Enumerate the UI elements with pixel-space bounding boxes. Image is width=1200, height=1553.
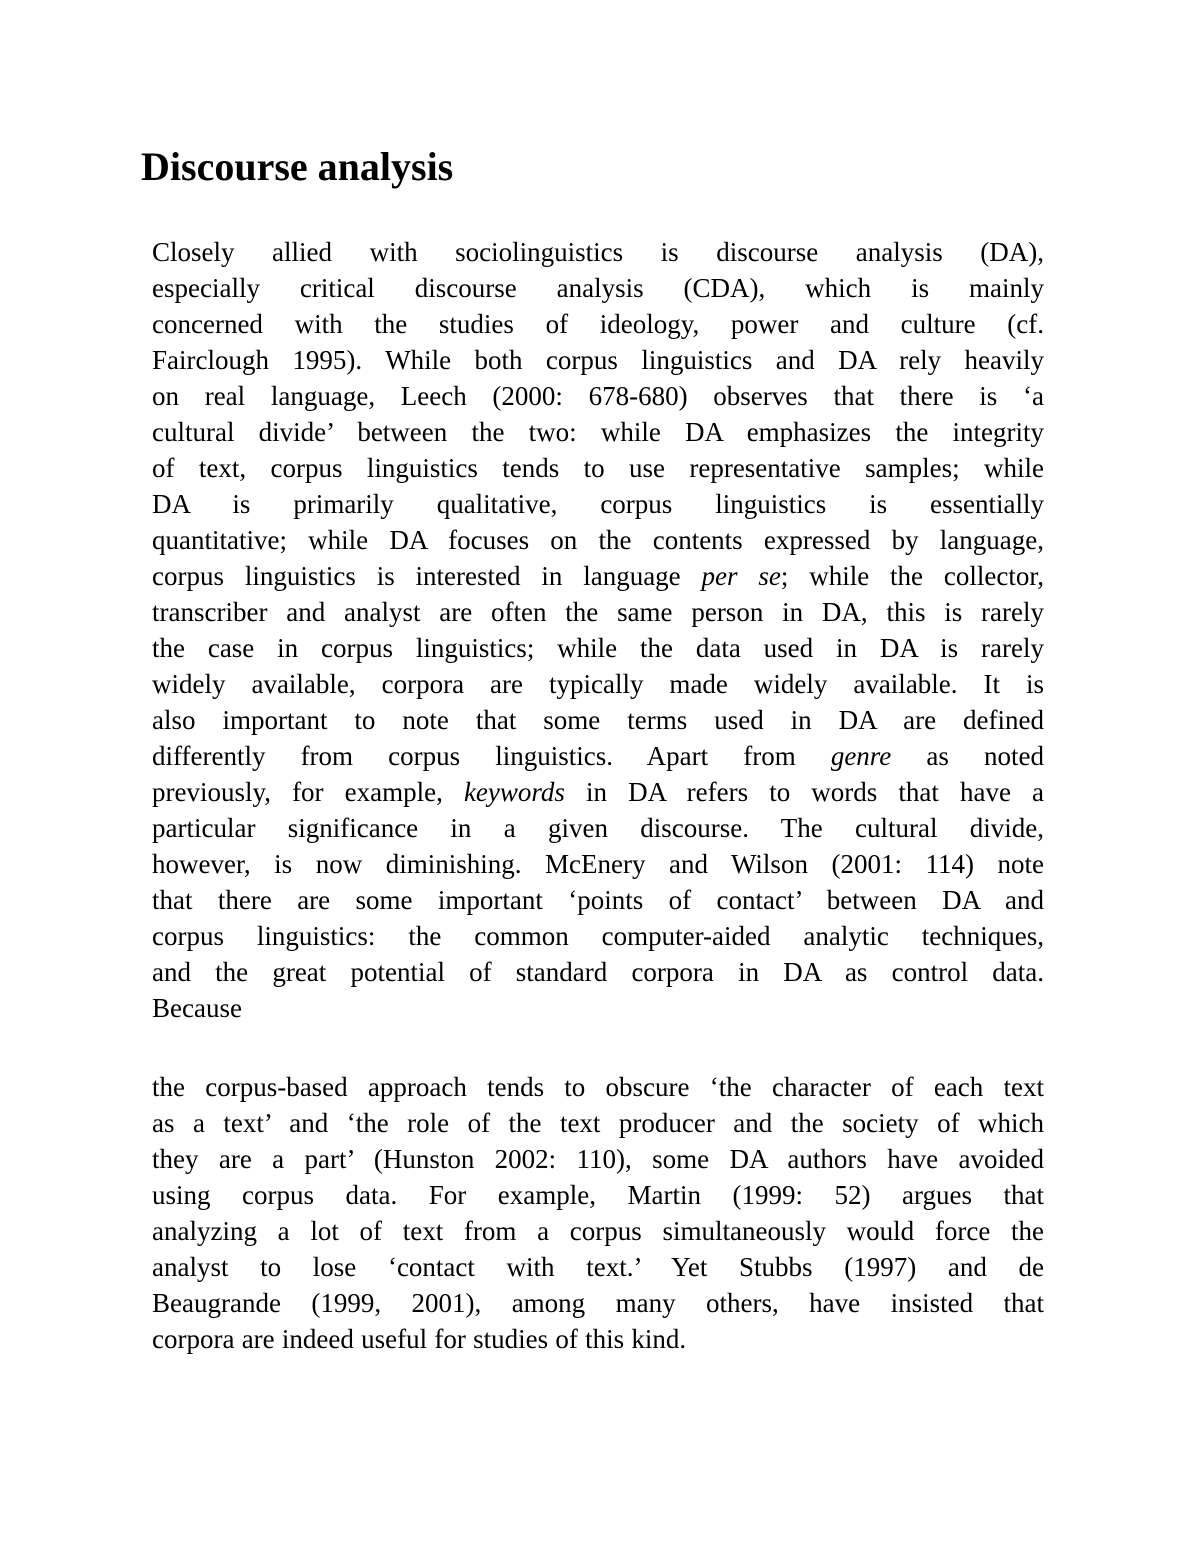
text-run: the corpus-based approach tends to obscure ‘the character of each text — [152, 1072, 1044, 1102]
text-run: they are a part’ (Hunston 2002: 110), some DA authors have avoided — [152, 1144, 1044, 1174]
text-run: in DA refers to words that have a — [564, 777, 1044, 807]
text-run: corpus linguistics: the common computer-aided analytic techniques, — [152, 921, 1044, 951]
text-line — [152, 1213, 1044, 1249]
text-run: corpus linguistics is interested in language — [152, 561, 702, 591]
text-line — [152, 630, 1044, 666]
text-line — [152, 486, 1044, 522]
text-run: quantitative; while DA focuses on the contents expressed by language, — [152, 525, 1044, 555]
text-line — [152, 1177, 1044, 1213]
body-paragraph-2 — [152, 1069, 1044, 1357]
text-run: previously, for example, — [152, 777, 464, 807]
text-run: widely available, corpora are typically made widely available. It is — [152, 669, 1044, 699]
text-line — [152, 342, 1044, 378]
text-run: corpora are indeed useful for studies of this kind. — [152, 1324, 687, 1354]
text-line — [152, 702, 1044, 738]
text-run: Beaugrande (1999, 2001), among many others, have insisted that — [152, 1288, 1044, 1318]
text-line — [152, 774, 1044, 810]
text-line — [152, 522, 1044, 558]
text-run: differently from corpus linguistics. Apart from — [152, 741, 831, 771]
text-line — [152, 846, 1044, 882]
text-run: ; while the collector, — [780, 561, 1045, 591]
text-run: Fairclough 1995). While both corpus linguistics and DA rely heavily — [152, 345, 1044, 375]
text-run: also important to note that some terms used in DA are defined — [152, 705, 1044, 735]
text-run: however, is now diminishing. McEnery and Wilson (2001: 114) note — [152, 849, 1044, 879]
text-run: transcriber and analyst are often the same person in DA, this is rarely — [152, 597, 1044, 627]
page-title: Discourse analysis — [141, 144, 454, 189]
text-line — [152, 1141, 1044, 1177]
text-line — [152, 1321, 1044, 1357]
text-run: Closely allied with sociolinguistics is discourse analysis (DA), — [152, 237, 1044, 267]
text-line — [152, 738, 1044, 774]
text-run: of text, corpus linguistics tends to use representative samples; while — [152, 453, 1044, 483]
text-line — [152, 306, 1044, 342]
text-run: as noted — [891, 741, 1044, 771]
italic-term: keywords — [463, 777, 565, 807]
text-line — [152, 1249, 1044, 1285]
text-line — [152, 666, 1044, 702]
text-run: and the great potential of standard corpora in DA as control data. — [152, 957, 1044, 987]
italic-term: per se — [701, 561, 781, 591]
text-line — [152, 378, 1044, 414]
text-run: especially critical discourse analysis (CDA), which is mainly — [152, 273, 1044, 303]
text-run: as a text’ and ‘the role of the text producer and the society of which — [152, 1108, 1044, 1138]
text-line — [152, 918, 1044, 954]
text-run: particular significance in a given discourse. The cultural divide, — [152, 813, 1044, 843]
text-run: concerned with the studies of ideology, power and culture (cf. — [152, 309, 1044, 339]
text-run: DA is primarily qualitative, corpus linguistics is essentially — [152, 489, 1044, 519]
text-run: analyzing a lot of text from a corpus simultaneously would force the — [152, 1216, 1044, 1246]
text-run: cultural divide’ between the two: while DA emphasizes the integrity — [152, 417, 1044, 447]
text-line — [152, 234, 1044, 270]
text-run: the case in corpus linguistics; while the data used in DA is rarely — [152, 633, 1044, 663]
body-paragraph-1 — [152, 234, 1044, 1026]
text-line — [152, 810, 1044, 846]
italic-term: genre — [830, 741, 892, 771]
text-line — [152, 882, 1044, 918]
text-line — [152, 450, 1044, 486]
text-line — [152, 954, 1044, 990]
text-line — [152, 270, 1044, 306]
text-run: using corpus data. For example, Martin (1999: 52) argues that — [152, 1180, 1044, 1210]
text-run: Because — [152, 993, 242, 1023]
text-line — [152, 558, 1044, 594]
text-line — [152, 990, 1044, 1026]
text-run: analyst to lose ‘contact with text.’ Yet Stubbs (1997) and de — [152, 1252, 1044, 1282]
text-run: on real language, Leech (2000: 678-680) observes that there is ‘a — [152, 381, 1044, 411]
text-run: that there are some important ‘points of contact’ between DA and — [152, 885, 1044, 915]
text-line — [152, 594, 1044, 630]
text-line — [152, 1069, 1044, 1105]
text-line — [152, 414, 1044, 450]
text-line — [152, 1105, 1044, 1141]
text-line — [152, 1285, 1044, 1321]
